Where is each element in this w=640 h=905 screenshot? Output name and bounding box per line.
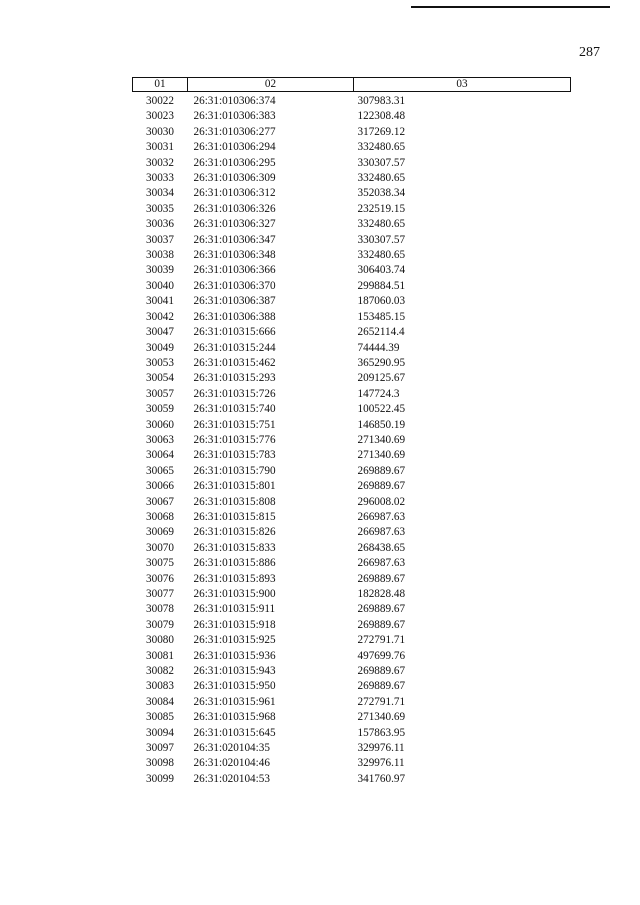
value-cell: 329976.11 xyxy=(357,742,405,755)
cadastral-number-cell: 26:31:010315:900 xyxy=(193,588,276,600)
cadastral-number-cell: 26:31:020104:46 xyxy=(193,757,270,770)
table-row xyxy=(133,202,571,217)
row-number-cell: 30063 xyxy=(146,433,174,446)
table-row xyxy=(133,556,571,571)
table-row xyxy=(133,649,571,664)
table-header-row xyxy=(133,78,571,92)
value-cell: 332480.65 xyxy=(357,218,406,231)
table-row xyxy=(133,341,571,356)
column-header-03: 03 xyxy=(354,78,571,92)
table-row xyxy=(133,618,571,633)
value-cell: 306403.74 xyxy=(357,264,406,277)
table-row xyxy=(133,279,571,294)
value-cell: 74444.39 xyxy=(357,341,400,354)
value-cell: 266987.63 xyxy=(357,557,406,570)
cadastral-number-cell: 26:31:010306:383 xyxy=(193,110,276,123)
table-row xyxy=(133,217,571,232)
value-cell: 266987.63 xyxy=(357,526,406,539)
table-row xyxy=(133,602,571,617)
cadastral-number-cell: 26:31:010315:783 xyxy=(193,449,276,462)
table-row xyxy=(133,248,571,263)
column-header-01: 01 xyxy=(133,78,188,92)
value-cell: 332480.65 xyxy=(357,249,406,262)
row-number-cell: 30099 xyxy=(146,772,174,785)
table-row xyxy=(133,679,571,694)
value-cell: 307983.31 xyxy=(357,95,406,107)
cadastral-number-cell: 26:31:010306:388 xyxy=(193,310,276,323)
table-row xyxy=(133,726,571,741)
cadastral-number-cell: 26:31:010315:740 xyxy=(193,403,276,416)
value-cell: 153485.15 xyxy=(357,310,406,323)
value-cell: 296008.02 xyxy=(357,495,406,508)
table-row xyxy=(133,710,571,725)
row-number-cell: 30054 xyxy=(146,372,174,385)
row-number-cell: 30059 xyxy=(146,403,174,416)
table-row xyxy=(133,756,571,771)
value-cell: 182828.48 xyxy=(357,588,406,600)
table-row xyxy=(133,402,571,417)
table-row xyxy=(133,140,571,155)
column-header-02: 02 xyxy=(188,78,354,92)
table-row xyxy=(133,92,571,110)
row-number-cell: 30041 xyxy=(146,295,174,308)
cadastral-number-cell: 26:31:010306:295 xyxy=(193,156,276,169)
table-row xyxy=(133,495,571,510)
value-cell: 365290.95 xyxy=(357,356,406,369)
table-row xyxy=(133,664,571,679)
cadastral-number-cell: 26:31:010315:801 xyxy=(193,480,276,493)
row-number-cell: 30069 xyxy=(146,526,174,539)
cadastral-number-cell: 26:31:010315:925 xyxy=(193,634,276,647)
row-number-cell: 30070 xyxy=(146,541,174,554)
cadastral-number-cell: 26:31:010315:815 xyxy=(193,510,276,523)
row-number-cell: 30097 xyxy=(146,742,174,755)
cadastral-number-cell: 26:31:010315:833 xyxy=(193,541,276,554)
value-cell: 269889.67 xyxy=(357,480,406,493)
value-cell: 147724.3 xyxy=(357,387,400,400)
table-row xyxy=(133,587,571,602)
value-cell: 100522.45 xyxy=(357,403,406,416)
row-number-cell: 30039 xyxy=(146,264,174,277)
table-row xyxy=(133,572,571,587)
cadastral-number-cell: 26:31:010306:277 xyxy=(193,125,276,138)
row-number-cell: 30057 xyxy=(146,387,174,400)
row-number-cell: 30078 xyxy=(146,603,174,616)
row-number-cell: 30060 xyxy=(146,418,174,431)
cadastral-number-cell: 26:31:010306:374 xyxy=(193,95,276,107)
row-number-cell: 30032 xyxy=(146,156,174,169)
value-cell: 271340.69 xyxy=(357,433,406,446)
top-rule xyxy=(411,6,610,8)
value-cell: 266987.63 xyxy=(357,510,406,523)
row-number-cell: 30049 xyxy=(146,341,174,354)
row-number-cell: 30079 xyxy=(146,618,174,631)
row-number-cell: 30067 xyxy=(146,495,174,508)
cadastral-number-cell: 26:31:010306:327 xyxy=(193,218,276,231)
value-cell: 299884.51 xyxy=(357,279,406,292)
cadastral-number-cell: 26:31:010306:370 xyxy=(193,279,276,292)
table-row xyxy=(133,387,571,402)
cadastral-number-cell: 26:31:010315:666 xyxy=(193,326,276,339)
cadastral-number-cell: 26:31:010315:918 xyxy=(193,618,276,631)
cadastral-number-cell: 26:31:010315:936 xyxy=(193,649,276,662)
cadastral-number-cell: 26:31:020104:53 xyxy=(193,772,270,785)
value-cell: 341760.97 xyxy=(357,772,406,785)
row-number-cell: 30077 xyxy=(146,588,174,600)
value-cell: 268438.65 xyxy=(357,541,406,554)
cadastral-number-cell: 26:31:010315:961 xyxy=(193,695,276,708)
row-number-cell: 30081 xyxy=(146,649,174,662)
table-row xyxy=(133,464,571,479)
value-cell: 269889.67 xyxy=(357,572,406,585)
row-number-cell: 30040 xyxy=(146,279,174,292)
table-row xyxy=(133,448,571,463)
value-cell: 352038.34 xyxy=(357,187,406,200)
row-number-cell: 30042 xyxy=(146,310,174,323)
value-cell: 269889.67 xyxy=(357,464,406,477)
table-row xyxy=(133,325,571,340)
row-number-cell: 30066 xyxy=(146,480,174,493)
cadastral-number-cell: 26:31:010315:645 xyxy=(193,726,276,739)
row-number-cell: 30030 xyxy=(146,125,174,138)
table-row xyxy=(133,109,571,124)
value-cell: 232519.15 xyxy=(357,202,406,215)
cadastral-number-cell: 26:31:010315:751 xyxy=(193,418,276,431)
row-number-cell: 30047 xyxy=(146,326,174,339)
row-number-cell: 30037 xyxy=(146,233,174,246)
row-number-cell: 30094 xyxy=(146,726,174,739)
cadastral-number-cell: 26:31:010306:348 xyxy=(193,249,276,262)
value-cell: 269889.67 xyxy=(357,665,406,678)
value-cell: 271340.69 xyxy=(357,711,406,724)
table-row xyxy=(133,633,571,648)
cadastral-number-cell: 26:31:010306:366 xyxy=(193,264,276,277)
value-cell: 330307.57 xyxy=(357,233,406,246)
row-number-cell: 30084 xyxy=(146,695,174,708)
table-row xyxy=(133,418,571,433)
row-number-cell: 30082 xyxy=(146,665,174,678)
page-number: 287 xyxy=(579,45,600,60)
cadastral-number-cell: 26:31:010315:826 xyxy=(193,526,276,539)
row-number-cell: 30036 xyxy=(146,218,174,231)
row-number-cell: 30098 xyxy=(146,757,174,770)
cadastral-number-cell: 26:31:010315:244 xyxy=(193,341,276,354)
table-row xyxy=(133,479,571,494)
cadastral-number-cell: 26:31:010306:326 xyxy=(193,202,276,215)
table-row xyxy=(133,741,571,756)
cadastral-number-cell: 26:31:010306:387 xyxy=(193,295,276,308)
cadastral-number-cell: 26:31:010315:968 xyxy=(193,711,276,724)
table-row xyxy=(133,695,571,710)
cadastral-number-cell: 26:31:010306:294 xyxy=(193,141,276,154)
value-cell: 272791.71 xyxy=(357,634,406,647)
value-cell: 330307.57 xyxy=(357,156,406,169)
value-cell: 269889.67 xyxy=(357,618,406,631)
row-number-cell: 30076 xyxy=(146,572,174,585)
row-number-cell: 30064 xyxy=(146,449,174,462)
value-cell: 209125.67 xyxy=(357,372,406,385)
value-cell: 329976.11 xyxy=(357,757,405,770)
value-cell: 497699.76 xyxy=(357,649,406,662)
row-number-cell: 30031 xyxy=(146,141,174,154)
table-row xyxy=(133,156,571,171)
cadastral-number-cell: 26:31:010306:309 xyxy=(193,172,276,185)
cadastral-number-cell: 26:31:010315:293 xyxy=(193,372,276,385)
row-number-cell: 30053 xyxy=(146,356,174,369)
data-table xyxy=(132,77,571,787)
row-number-cell: 30023 xyxy=(146,110,174,123)
cadastral-number-cell: 26:31:010306:312 xyxy=(193,187,276,200)
table-row xyxy=(133,772,571,787)
cadastral-number-cell: 26:31:010315:808 xyxy=(193,495,276,508)
row-number-cell: 30075 xyxy=(146,557,174,570)
row-number-cell: 30034 xyxy=(146,187,174,200)
cadastral-number-cell: 26:31:010315:776 xyxy=(193,433,276,446)
value-cell: 122308.48 xyxy=(357,110,406,123)
table-row xyxy=(133,186,571,201)
value-cell: 269889.67 xyxy=(357,680,406,693)
table-row xyxy=(133,433,571,448)
value-cell: 332480.65 xyxy=(357,172,406,185)
row-number-cell: 30083 xyxy=(146,680,174,693)
table-body xyxy=(133,92,571,788)
value-cell: 272791.71 xyxy=(357,695,406,708)
value-cell: 332480.65 xyxy=(357,141,406,154)
table-row xyxy=(133,525,571,540)
cadastral-number-cell: 26:31:010315:726 xyxy=(193,387,276,400)
row-number-cell: 30033 xyxy=(146,172,174,185)
row-number-cell: 30085 xyxy=(146,711,174,724)
value-cell: 271340.69 xyxy=(357,449,406,462)
table-row xyxy=(133,371,571,386)
cadastral-number-cell: 26:31:010315:911 xyxy=(193,603,276,616)
value-cell: 157863.95 xyxy=(357,726,406,739)
table-row xyxy=(133,125,571,140)
table-row xyxy=(133,263,571,278)
row-number-cell: 30065 xyxy=(146,464,174,477)
value-cell: 2652114.4 xyxy=(357,326,405,339)
value-cell: 146850.19 xyxy=(357,418,406,431)
cadastral-number-cell: 26:31:010306:347 xyxy=(193,233,276,246)
row-number-cell: 30035 xyxy=(146,202,174,215)
value-cell: 187060.03 xyxy=(357,295,406,308)
cadastral-number-cell: 26:31:010315:893 xyxy=(193,572,276,585)
row-number-cell: 30022 xyxy=(146,95,174,107)
table-row xyxy=(133,294,571,309)
value-cell: 269889.67 xyxy=(357,603,406,616)
table-row xyxy=(133,171,571,186)
row-number-cell: 30068 xyxy=(146,510,174,523)
cadastral-number-cell: 26:31:010315:790 xyxy=(193,464,276,477)
cadastral-number-cell: 26:31:010315:950 xyxy=(193,680,276,693)
row-number-cell: 30038 xyxy=(146,249,174,262)
cadastral-number-cell: 26:31:010315:462 xyxy=(193,356,276,369)
table-row xyxy=(133,510,571,525)
value-cell: 317269.12 xyxy=(357,125,406,138)
table-row xyxy=(133,356,571,371)
table-row xyxy=(133,233,571,248)
cadastral-number-cell: 26:31:010315:886 xyxy=(193,557,276,570)
cadastral-number-cell: 26:31:010315:943 xyxy=(193,665,276,678)
cadastral-number-cell: 26:31:020104:35 xyxy=(193,742,270,755)
table-row xyxy=(133,310,571,325)
table-row xyxy=(133,541,571,556)
row-number-cell: 30080 xyxy=(146,634,174,647)
